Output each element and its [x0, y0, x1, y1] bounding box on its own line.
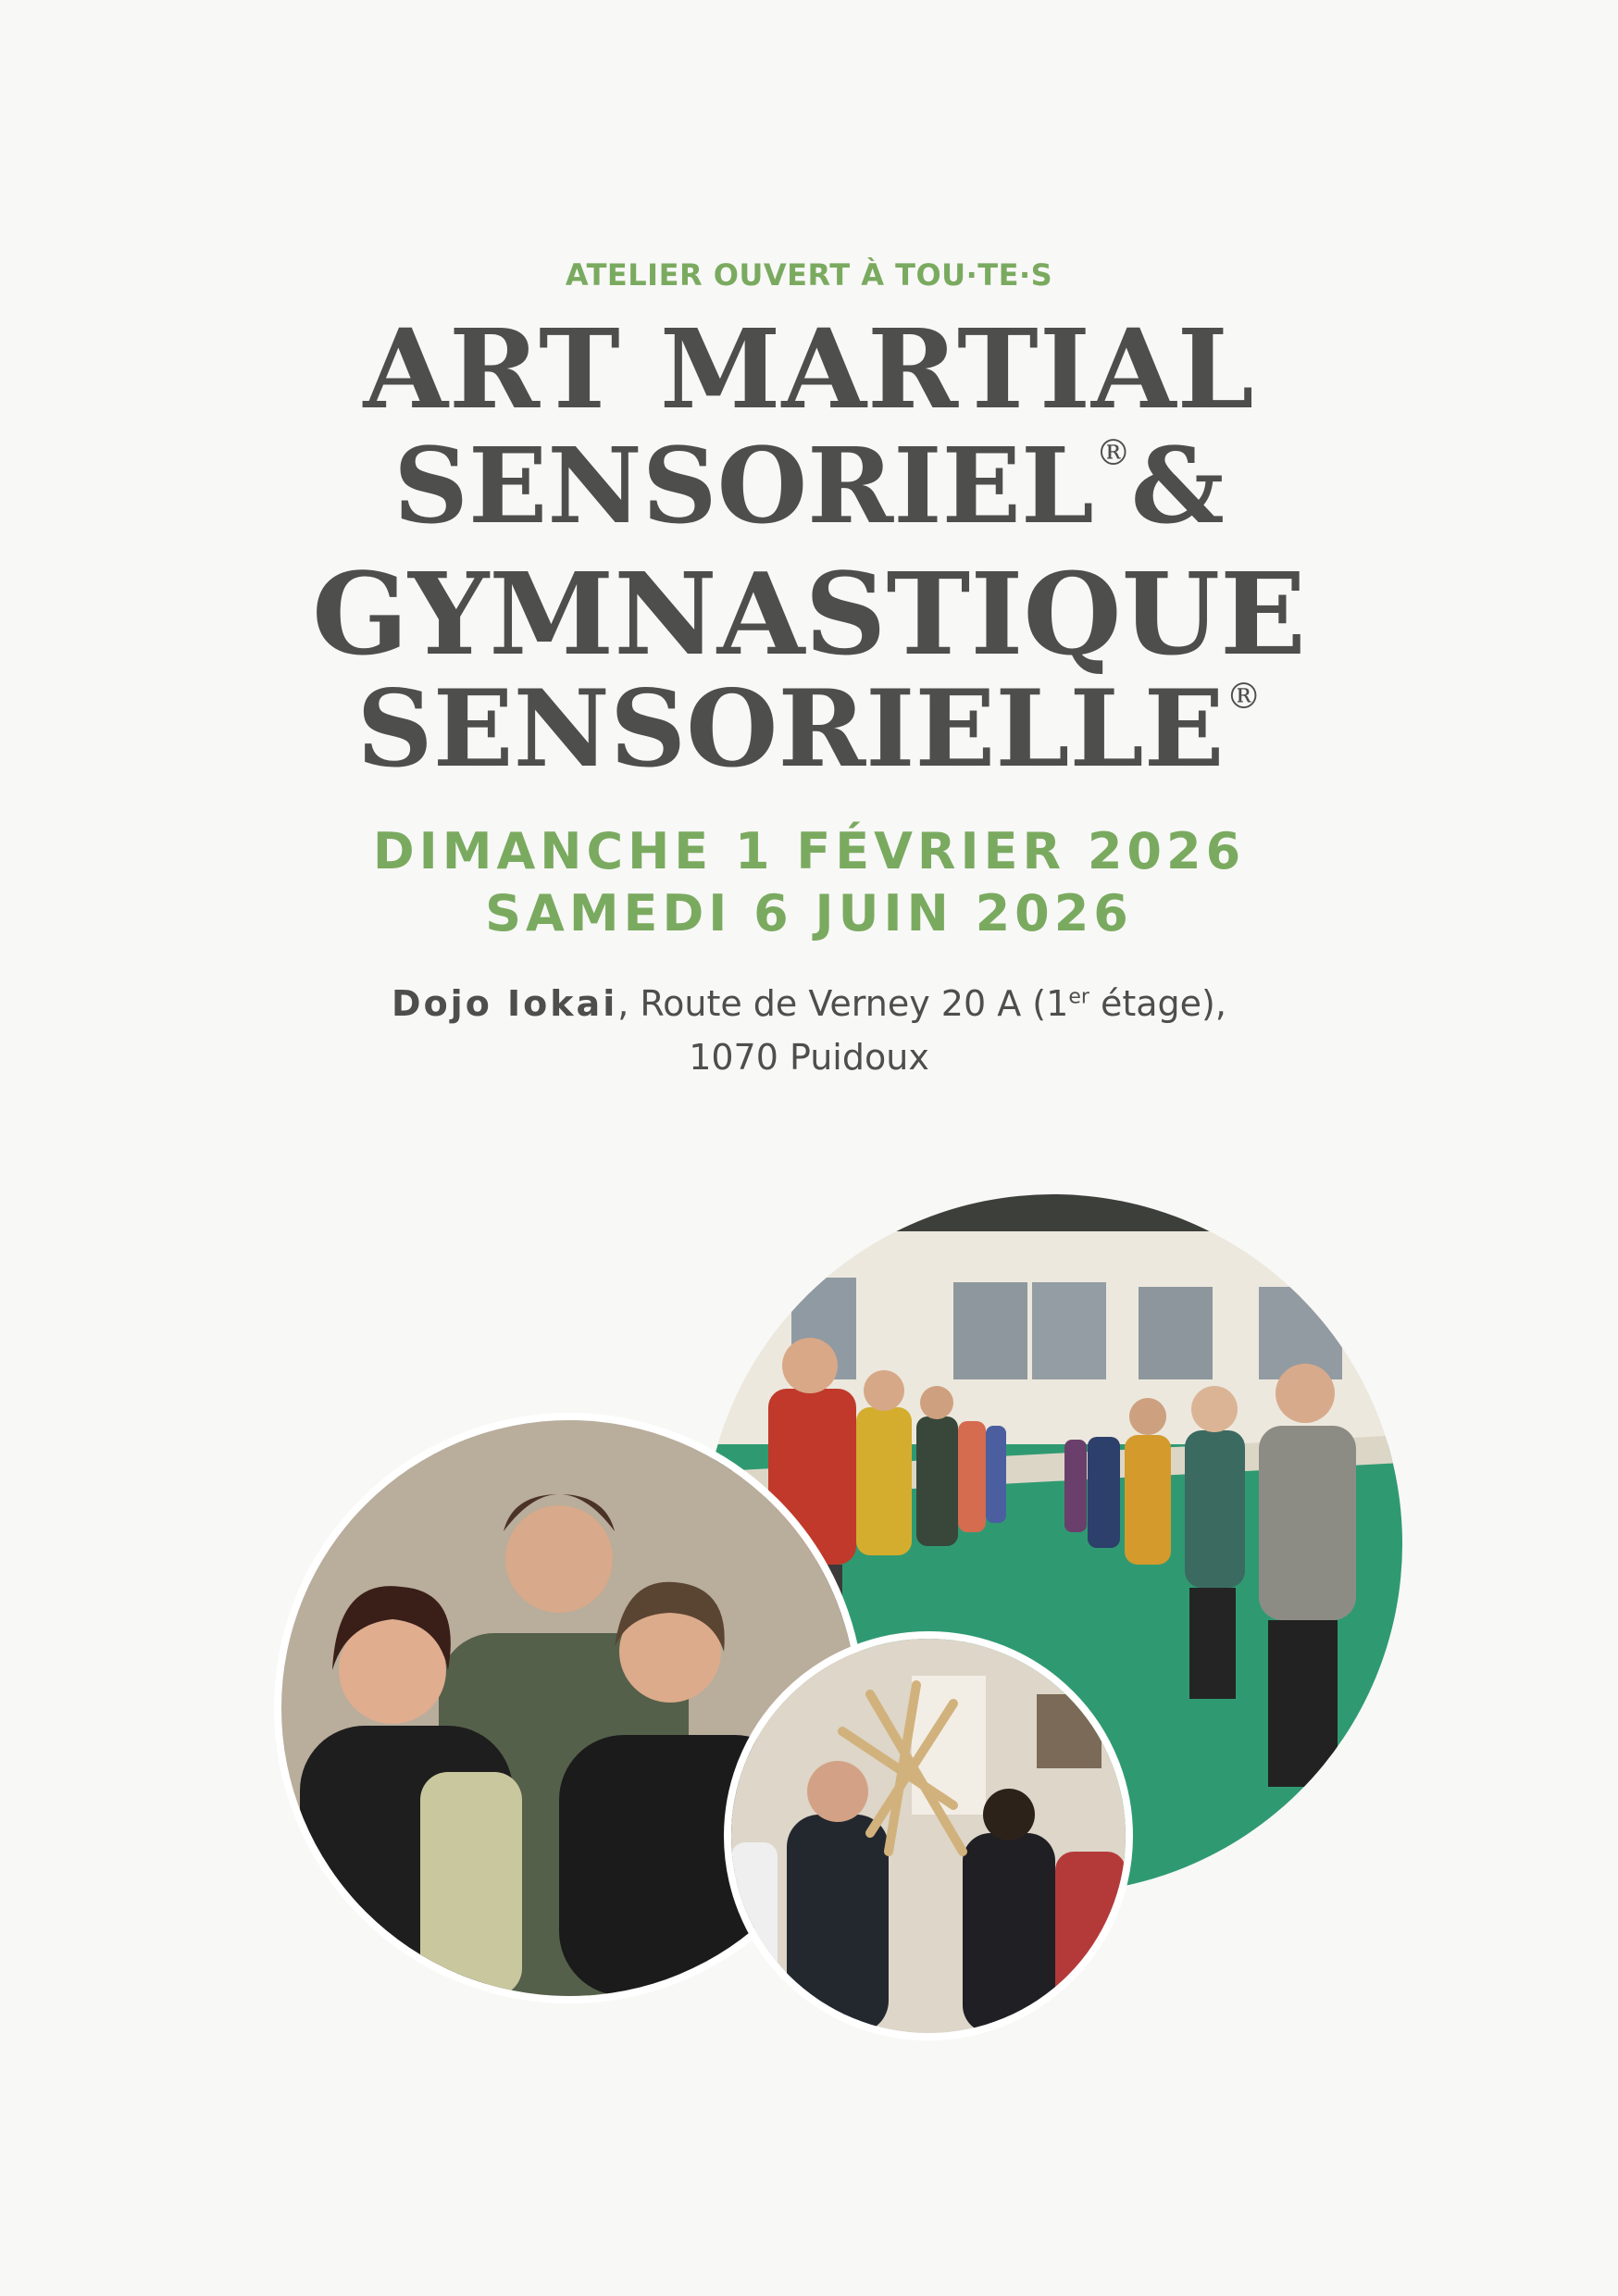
- venue-city: 1070 Puidoux: [689, 1037, 929, 1078]
- title-line-3: GYMNASTIQUE: [311, 547, 1307, 680]
- title-line-2: [0, 426, 1618, 547]
- registered-mark: ®: [1226, 676, 1262, 717]
- venue-separator: ,: [617, 983, 629, 1024]
- registered-mark: ®: [1095, 432, 1131, 473]
- venue-street-end: étage),: [1089, 983, 1226, 1024]
- title-line-4: [0, 667, 1618, 791]
- venue-street: Route de Verney 20 A (1: [640, 983, 1069, 1024]
- title-line-4-word: SENSORIELLE: [356, 667, 1225, 791]
- title-line-2-word: SENSORIEL: [393, 426, 1094, 547]
- bokken-practice-photo: [724, 1631, 1133, 2040]
- title-ampersand: &: [1130, 426, 1225, 547]
- date-1: DIMANCHE 1 FÉVRIER 2026: [372, 822, 1246, 880]
- venue-floor-sup: er: [1068, 985, 1089, 1009]
- date-2: SAMEDI 6 JUIN 2026: [485, 884, 1133, 942]
- event-kicker: ATELIER OUVERT À TOU·TE·S: [565, 257, 1053, 293]
- title-line-1: ART MARTIAL: [363, 305, 1255, 433]
- venue-address-line: [0, 983, 1618, 1024]
- venue-name: Dojo Iokai: [392, 983, 618, 1024]
